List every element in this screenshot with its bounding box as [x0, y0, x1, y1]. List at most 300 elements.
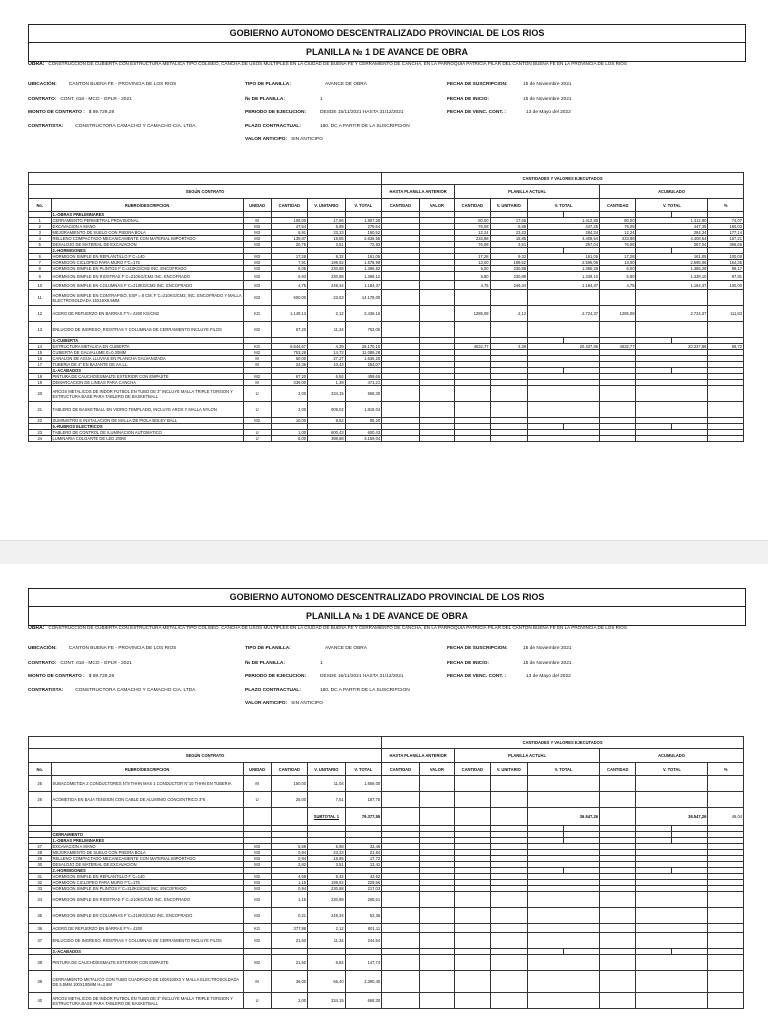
row-actual-v-unitario: 3,51	[490, 242, 528, 248]
row-acumulado-cantidad: 80,00	[600, 218, 636, 224]
row-number: 15	[29, 350, 52, 356]
row-actual-v-unitario	[490, 436, 528, 442]
row-acumulado-cantidad	[600, 322, 636, 338]
row-pct	[708, 993, 744, 1009]
contrato-field: CONTRATO: CONT. 018 - MCO - GPLR - 2021	[28, 661, 132, 666]
row-description: TABLERO DE BASKETBALL EN VIDRIO TEMPLADO, INCLUYE AROS Y MALLA NYLON	[51, 402, 243, 418]
row-v-unitario: 66,40	[308, 971, 346, 993]
row-number: 12	[29, 306, 52, 322]
row-actual-v-total	[528, 933, 600, 949]
section-label: 1.-OBRAS PRELIMINARES	[51, 212, 243, 218]
row-unit: M2	[243, 955, 271, 971]
row-actual-v-unitario	[490, 993, 528, 1009]
planilla-page-2	[0, 564, 768, 1034]
col-v-total: V. TOTAL	[345, 763, 381, 776]
obra-text: CONSTRUCCION DE CUBIERTA CON ESTRUCTURA METALICA TIPO COLISEO, CANCHA DE USOS MULTIPLES EN LA CIUDAD DE BUENA FE Y CERRAMIENTO DE CANCHA, EN LA PARROQUIA PATRICIA PILAR DEL CANTON BUENA FE EN LA PROVINCIA DE LOS RIOS	[48, 61, 627, 66]
row-acumulado-v-total: 1.339,10	[636, 272, 708, 281]
row-actual-v-unitario: 23,23	[490, 230, 528, 236]
row-pct	[708, 955, 744, 971]
row-v-total: 279,54	[345, 224, 381, 230]
row-acumulado-v-total: 2.724,37	[636, 306, 708, 322]
row-actual-cantidad	[455, 792, 490, 808]
row-number: 39	[29, 971, 52, 993]
row-acumulado-cantidad: 1285,08	[600, 306, 636, 322]
row-actual-cantidad	[455, 955, 490, 971]
row-v-total: 85,20	[345, 418, 381, 424]
row-number: 5	[29, 242, 52, 248]
row-unit: U	[243, 792, 271, 808]
row-pct	[708, 776, 744, 792]
row-actual-v-unitario: 230,88	[490, 272, 528, 281]
row-v-total: 801,11	[345, 924, 381, 933]
row-pct: 69,72	[708, 344, 744, 350]
row-unit: KG	[243, 924, 271, 933]
row-v-unitario: 3,51	[308, 242, 346, 248]
row-description: ACOMETIDA EN BAJA TENSION CON CABLE DE ALUMINIO CONCENTRICO 3*6	[51, 792, 243, 808]
row-number: 4	[29, 236, 52, 242]
row-v-total: 1.907,28	[345, 218, 381, 224]
col-rubro: RUBRO/DESCRIPCION	[51, 199, 243, 212]
row-actual-cantidad	[455, 402, 490, 418]
row-pct	[708, 933, 744, 949]
row-description: CERRAMIENTO METALICO CON TUBO CUADRADO DE 100X100X3 Y MALLA ELECTROSOLDADA DE 5.5MM 100X100MM H=2.6M	[51, 971, 243, 993]
row-cantidad: 2,00	[271, 402, 307, 418]
row-cantidad: 7,91	[271, 260, 307, 266]
row-actual-v-unitario	[490, 776, 528, 792]
row-description: HORMIGON CICLOPEO PARA MURO F'C=175	[51, 880, 243, 886]
row-description: MEJORAMIENTO DE SUELO CON PIEDRA BOLA	[51, 850, 243, 856]
planilla-title: PLANILLA № 1 DE AVANCE DE OBRA	[305, 47, 469, 57]
row-cantidad: 60,00	[271, 356, 307, 362]
anticipo-field: VALOR ANTICIPO: SIN ANTICIPO	[245, 701, 323, 706]
row-unit: U	[243, 386, 271, 402]
row-number: 25	[29, 776, 52, 792]
row-number: 18	[29, 374, 52, 380]
row-v-total: 1.636,20	[345, 356, 381, 362]
row-actual-v-total	[528, 792, 600, 808]
row-unit: M	[243, 218, 271, 224]
row-cantidad: 600,00	[271, 290, 307, 306]
col-act-cantidad: CANTIDAD	[455, 763, 490, 776]
row-actual-cantidad	[455, 436, 490, 442]
section-label: 1.-OBRAS PRELIMINARES	[51, 838, 243, 844]
row-unit: M	[243, 362, 271, 368]
row-pct	[708, 436, 744, 442]
row-number: 29	[29, 856, 52, 862]
row-number: 17	[29, 362, 52, 368]
row-acumulado-v-total	[636, 386, 708, 402]
row-description: HORMIGON SIMPLE EN CONTRAPISO, ESP = 8 CM; F´C=210KG/CM2; INC. ENCOFRADO Y MALLA ELECTROSOLDADA 15X15X6.5MM	[51, 290, 243, 306]
row-v-total: 217,03	[345, 886, 381, 892]
row-description: ENLUCIDO DE INGRESO, RIOSTRAS Y COLUMNAS DE CERRAMIENTO INCLUYE FILOS	[51, 322, 243, 338]
row-number: 35	[29, 908, 52, 924]
contratista-field: CONTRATISTA: CONSTRUCTORA CAMACHO Y CAMACHO CIA. LTDA.	[28, 688, 197, 693]
row-unit: M3	[243, 850, 271, 856]
cantidades-header: CANTIDADES Y VALORES EJECUTADOS	[382, 173, 744, 185]
subtotal-row	[29, 808, 744, 826]
row-unit: M2	[243, 418, 271, 424]
row-cantidad: 1,15	[271, 892, 307, 908]
row-v-unitario: 11,34	[308, 322, 346, 338]
row-acumulado-cantidad: 5,80	[600, 272, 636, 281]
row-v-unitario: 199,62	[308, 260, 346, 266]
col-cantidad: CANTIDAD	[271, 763, 307, 776]
row-description: TABLERO DE CONTROL DE ILUMINACION AUTOMATICO	[51, 430, 243, 436]
row-unit: M3	[243, 862, 271, 868]
row-unit: M3	[243, 880, 271, 886]
col-act-v-unitario: V. UNITARIO	[490, 199, 528, 212]
row-cantidad: 36,00	[271, 971, 307, 993]
row-cantidad: 2,00	[271, 386, 307, 402]
row-actual-cantidad: 4,75	[455, 281, 490, 290]
section-label: 2.-HORMIGONES	[51, 868, 243, 874]
row-number: 10	[29, 281, 52, 290]
row-number: 21	[29, 402, 52, 418]
row-actual-cantidad: 76,08	[455, 242, 490, 248]
table-row	[29, 908, 744, 924]
row-cantidad: 108,00	[271, 218, 307, 224]
row-pct	[708, 402, 744, 418]
section-label: CERRAMIENTO	[51, 832, 243, 838]
row-v-unitario: 334,15	[308, 993, 346, 1009]
col-v-unitario: V. UNITARIO	[308, 763, 346, 776]
page-separator	[0, 540, 768, 566]
table-row	[29, 402, 744, 418]
row-actual-v-unitario	[490, 290, 528, 306]
monto-field: MONTO DE CONTRATO : $ 89.729,28	[28, 674, 115, 679]
row-actual-v-total	[528, 955, 600, 971]
row-actual-v-unitario	[490, 971, 528, 993]
ubicacion-field: UBICACIÓN: CANTON BUENA FE - PROVINCIA DE LOS RIOS	[28, 646, 177, 651]
row-number: 30	[29, 862, 52, 868]
row-pct: 100,00	[708, 281, 744, 290]
row-actual-v-total: 267,04	[528, 242, 600, 248]
row-acumulado-cantidad: 17,28	[600, 254, 636, 260]
row-description: HORMIGON SIMPLE EN REPLANTILLO F´C=140	[51, 874, 243, 880]
row-pct	[708, 892, 744, 908]
row-cantidad: 5,69	[271, 844, 307, 850]
row-actual-v-total	[528, 924, 600, 933]
row-number: 38	[29, 955, 52, 971]
row-actual-v-unitario	[490, 402, 528, 418]
col-act-v-total: V. TOTAL	[528, 763, 600, 776]
table-row	[29, 924, 744, 933]
row-v-total: 459,65	[345, 374, 381, 380]
row-actual-cantidad	[455, 322, 490, 338]
row-v-unitario: 230,88	[308, 266, 346, 272]
row-v-unitario: 9,32	[308, 874, 346, 880]
plazo-field: PLAZO CONTRACTUAL: 180. DC A PARTIR DE LA SUSCRIPCION	[245, 688, 410, 693]
table-row	[29, 306, 744, 322]
row-actual-v-unitario	[490, 792, 528, 808]
row-cantidad: 6,91	[271, 230, 307, 236]
row-unit: KG	[243, 306, 271, 322]
row-pct	[708, 908, 744, 924]
col-acu-cantidad: CANTIDAD	[600, 199, 636, 212]
table-row	[29, 971, 744, 993]
row-acumulado-v-total: 4.408,64	[636, 236, 708, 242]
title-box	[28, 588, 746, 626]
row-v-unitario: 909,02	[308, 402, 346, 418]
row-cantidad: 21,60	[271, 933, 307, 949]
row-acumulado-v-total	[636, 971, 708, 993]
row-acumulado-cantidad	[600, 924, 636, 933]
row-unit: U	[243, 430, 271, 436]
row-acumulado-v-total	[636, 322, 708, 338]
row-description: ARCOS METALICOS DE INDOR FUTBOL EN TUBO DE 3" INCLUYE MALLA TRIPLE TORSION Y ESTRUCTURA BASE PARA TABLERO DE BASKETBALL	[51, 386, 243, 402]
row-number: 34	[29, 892, 52, 908]
row-actual-cantidad: 80,00	[455, 218, 490, 224]
row-number: 19	[29, 380, 52, 386]
row-actual-v-total: 2.724,37	[528, 306, 600, 322]
col-acu-v-total: V. TOTAL	[636, 199, 708, 212]
row-v-unitario: 249,34	[308, 908, 346, 924]
row-unit: M	[243, 380, 271, 386]
row-actual-v-unitario	[490, 955, 528, 971]
row-unit: M3	[243, 254, 271, 260]
row-pct: 160,03	[708, 224, 744, 230]
col-ant-cantidad: CANTIDAD	[382, 199, 420, 212]
row-pct: 164,35	[708, 260, 744, 266]
row-actual-cantidad: 5,80	[455, 272, 490, 281]
row-acumulado-cantidad	[600, 955, 636, 971]
row-unit: M3	[243, 844, 271, 850]
row-pct: 97,81	[708, 272, 744, 281]
nplanilla-field: № DE PLANILLA: 1	[245, 661, 323, 666]
row-description: HORMIGON CICLOPEO PARA MURO F'C=175	[51, 260, 243, 266]
row-number: 40	[29, 993, 52, 1009]
row-v-unitario: 249,34	[308, 281, 346, 290]
section-label: 4.-ACABADOS	[51, 368, 243, 374]
row-acumulado-v-total	[636, 908, 708, 924]
section-label: 5.-RUBROS ELECTRICOS	[51, 424, 243, 430]
row-actual-cantidad: 233,88	[455, 236, 490, 242]
col-no: No.	[29, 763, 52, 776]
monto-field: MONTO DE CONTRATO : $ 89.729,28	[28, 110, 115, 115]
subtotal-actual: 36.547,26	[528, 808, 600, 826]
table-row	[29, 290, 744, 306]
anticipo-field: VALOR ANTICIPO: SIN ANTICIPO	[245, 137, 323, 142]
plazo-field: PLAZO CONTRACTUAL: 180. DC A PARTIR DE LA SUSCRIPCION	[245, 124, 410, 129]
row-v-unitario: 11,04	[308, 776, 346, 792]
row-unit: M	[243, 776, 271, 792]
row-acumulado-cantidad	[600, 908, 636, 924]
row-actual-v-unitario: 249,34	[490, 281, 528, 290]
row-actual-v-unitario: 199,62	[490, 260, 528, 266]
row-v-total: 244,94	[345, 933, 381, 949]
table-row	[29, 281, 744, 290]
row-description: HORMIGON SIMPLE EN COLUMNAS F´C=210KG/CM2 INC. ENCOFRADO	[51, 281, 243, 290]
row-acumulado-v-total	[636, 924, 708, 933]
row-v-total: 147,74	[345, 955, 381, 971]
row-unit: M3	[243, 224, 271, 230]
row-v-total: 2.436,16	[345, 306, 381, 322]
row-cantidad: 377,88	[271, 924, 307, 933]
row-acumulado-v-total: 267,04	[636, 242, 708, 248]
row-unit: M3	[243, 281, 271, 290]
row-unit: M3	[243, 908, 271, 924]
table-row	[29, 322, 744, 338]
row-description: ACERO DE REFUERZO EN BARRAS F'Y= 4200	[51, 924, 243, 933]
row-actual-v-unitario	[490, 908, 528, 924]
col-act-v-total: V. TOTAL	[528, 199, 600, 212]
row-description: HORMIGON SIMPLE EN PLINTOS F´C=210KG/CM2 INC. ENCOFRADO	[51, 266, 243, 272]
row-acumulado-v-total: 20.337,86	[636, 344, 708, 350]
row-description: ACERO DE REFUERZO EN BARRAS F'Y= 4200 KG/CM2	[51, 306, 243, 322]
row-description: CUBIERTA DE GALVALUME E=0.30MM	[51, 350, 243, 356]
row-unit: M	[243, 356, 271, 362]
row-v-total: 1.396,82	[345, 266, 381, 272]
obra-line	[28, 61, 768, 67]
row-acumulado-v-total	[636, 933, 708, 949]
row-acumulado-cantidad	[600, 436, 636, 442]
nplanilla-field: № DE PLANILLA: 1	[245, 97, 323, 102]
row-actual-v-total	[528, 908, 600, 924]
row-actual-v-total	[528, 290, 600, 306]
periodo-field: PERIODO DE EJECUCION: DESDE 15/11/2021 HASTA 31/12/2021	[245, 110, 404, 115]
hasta-anterior-header: HASTA PLANILLA ANTERIOR	[382, 185, 455, 199]
row-v-unitario: 27,27	[308, 356, 346, 362]
row-actual-v-total	[528, 776, 600, 792]
col-acu-cantidad: CANTIDAD	[600, 763, 636, 776]
row-actual-v-total: 1.184,37	[528, 281, 600, 290]
row-number: 32	[29, 880, 52, 886]
obra-label: OBRA:	[28, 61, 45, 67]
col-v-unitario: V. UNITARIO	[308, 199, 346, 212]
venc-field: FECHA DE VENC. CONT. : 13 de Mayo del 2022	[447, 110, 571, 115]
ubicacion-field: UBICACIÓN: CANTON BUENA FE - PROVINCIA DE LOS RIOS	[28, 82, 177, 87]
col-acu-v-total: V. TOTAL	[636, 763, 708, 776]
row-cantidad: 5,93	[271, 272, 307, 281]
row-pct: 167,21	[708, 236, 744, 242]
row-v-total: 762,05	[345, 322, 381, 338]
planilla-table	[28, 172, 744, 442]
row-cantidad: 10,00	[271, 418, 307, 424]
row-v-total: 1.184,37	[345, 281, 381, 290]
row-number: 33	[29, 886, 52, 892]
row-acumulado-cantidad: 76,08	[600, 242, 636, 248]
col-act-v-unitario: V. UNITARIO	[490, 763, 528, 776]
row-v-total: 1.369,12	[345, 272, 381, 281]
col-pct: %	[708, 763, 744, 776]
row-v-total: 2.636,55	[345, 236, 381, 242]
row-v-total: 43,62	[345, 874, 381, 880]
row-v-unitario: 2,12	[308, 924, 346, 933]
row-cantidad: 139,87	[271, 236, 307, 242]
row-acumulado-cantidad	[600, 933, 636, 949]
section-label: 2.-HORMIGONES	[51, 248, 243, 254]
planilla-title: PLANILLA № 1 DE AVANCE DE OBRA	[305, 611, 469, 621]
row-acumulado-v-total	[636, 955, 708, 971]
row-description: ENLUCIDO DE INGRESO, RIOSTRAS Y COLUMNAS DE CERRAMIENTO INCLUYE FILOS	[51, 933, 243, 949]
row-description: CANALON DE AGUA LLUVIAS EN PLANCHA GALVANIZADA	[51, 356, 243, 362]
row-number: 36	[29, 924, 52, 933]
row-number: 20	[29, 386, 52, 402]
col-ant-cantidad: CANTIDAD	[382, 763, 420, 776]
row-unit: U	[243, 436, 271, 442]
row-pct	[708, 971, 744, 993]
row-description: DESALOJO DE MATERIAL DE EXCAVACION	[51, 242, 243, 248]
row-actual-v-total	[528, 386, 600, 402]
section-label: 3.-ACABADOS	[51, 949, 243, 955]
row-actual-v-total	[528, 971, 600, 993]
row-acumulado-v-total: 2.595,06	[636, 260, 708, 266]
row-v-total: 265,51	[345, 892, 381, 908]
row-v-unitario: 5,88	[308, 844, 346, 850]
hasta-anterior-header: HASTA PLANILLA ANTERIOR	[382, 749, 455, 763]
tipo-field: TIPO DE PLANILLA: AVANCE DE OBRA	[245, 82, 367, 87]
row-acumulado-cantidad: 13,00	[600, 260, 636, 266]
row-actual-cantidad	[455, 892, 490, 908]
row-unit: M3	[243, 266, 271, 272]
row-acumulado-v-total	[636, 993, 708, 1009]
row-number: 9	[29, 272, 52, 281]
row-cantidad: 1.149,13	[271, 306, 307, 322]
row-unit: M3	[243, 272, 271, 281]
row-actual-cantidad	[455, 290, 490, 306]
col-pct: %	[708, 199, 744, 212]
row-unit: M2	[243, 350, 271, 356]
inicio-field: FECHA DE INICIO: 15 de Noviembre 2021	[447, 97, 572, 102]
row-cantidad: 0,94	[271, 850, 307, 856]
row-actual-v-unitario	[490, 386, 528, 402]
row-v-total: 1.578,99	[345, 260, 381, 266]
row-number: 26	[29, 792, 52, 808]
row-unit: M3	[243, 886, 271, 892]
col-v-total: V. TOTAL	[345, 199, 381, 212]
inicio-field: FECHA DE INICIO: 15 de Noviembre 2021	[447, 661, 572, 666]
venc-field: FECHA DE VENC. CONT. : 13 de Mayo del 2022	[447, 674, 571, 679]
row-actual-cantidad	[455, 933, 490, 949]
row-v-total: 668,30	[345, 993, 381, 1009]
row-unit: M2	[243, 322, 271, 338]
row-v-total: 600,43	[345, 430, 381, 436]
row-v-unitario: 14,72	[308, 350, 346, 356]
table-row	[29, 436, 744, 442]
row-actual-cantidad	[455, 776, 490, 792]
row-description: EXCAVACION A MANO	[51, 224, 243, 230]
row-unit: M3	[243, 260, 271, 266]
row-description: DESALOJO DE MATERIAL DE EXCAVACION	[51, 862, 243, 868]
row-v-total: 229,56	[345, 880, 381, 886]
planilla-actual-header: PLANILLA ACTUAL	[455, 749, 600, 763]
row-number: 31	[29, 874, 52, 880]
row-v-total: 1.656,00	[345, 776, 381, 792]
row-actual-v-total	[528, 993, 600, 1009]
row-cantidad: 47,54	[271, 224, 307, 230]
row-description: RELLENO COMPACTADO MECANICAMENTE CON MATERIAL IMPORTADO	[51, 856, 243, 862]
row-cantidad: 6,05	[271, 266, 307, 272]
row-actual-cantidad	[455, 924, 490, 933]
row-pct	[708, 290, 744, 306]
suscripcion-field: FECHA DE SUSCRIPCION: 15 de Noviembre 2021	[447, 646, 572, 651]
planilla-actual-header: PLANILLA ACTUAL	[455, 185, 600, 199]
obra-label: OBRA:	[28, 625, 45, 631]
row-acumulado-v-total: 447,35	[636, 224, 708, 230]
row-v-unitario: 1,39	[308, 380, 346, 386]
row-unit: U	[243, 402, 271, 418]
row-actual-v-unitario	[490, 892, 528, 908]
row-acumulado-v-total: 161,05	[636, 254, 708, 260]
row-v-unitario: 3,51	[308, 862, 346, 868]
row-pct: 177,14	[708, 230, 744, 236]
row-number: 23	[29, 430, 52, 436]
table-row	[29, 386, 744, 402]
table-row	[29, 933, 744, 949]
row-actual-v-total: 1.385,28	[528, 266, 600, 272]
row-acumulado-cantidad: 76,08	[600, 224, 636, 230]
row-cantidad: 2,00	[271, 993, 307, 1009]
